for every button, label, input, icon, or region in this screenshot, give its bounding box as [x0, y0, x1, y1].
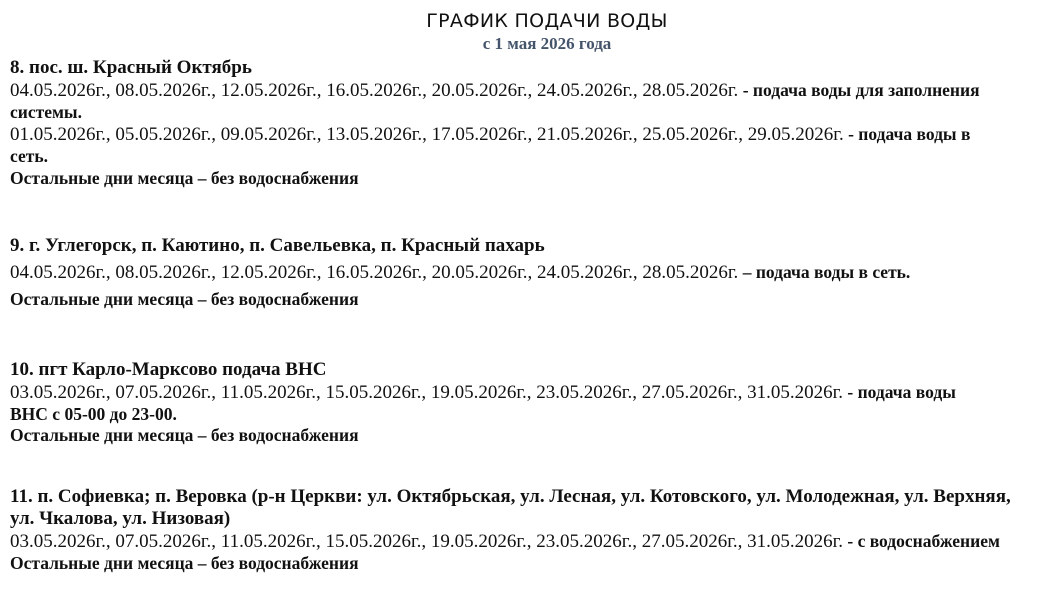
section-11-row-1	[10, 530, 1058, 553]
section-10-rest: Остальные дни месяца – без водоснабжения	[10, 425, 359, 445]
page-title: ГРАФИК ПОДАЧИ ВОДЫ	[426, 10, 668, 32]
section-8-row-1-dates: 04.05.2026г., 08.05.2026г., 12.05.2026г., 16.05.2026г., 20.05.2026г., 24.05.2026г., 28.05.2026г.	[10, 80, 739, 101]
section-9-heading: 9. г. Углегорск, п. Каютино, п. Савельевка, п. Красный пахарь	[10, 235, 545, 256]
section-8-row-1-note-cont: системы.	[10, 102, 82, 122]
section-11-rest: Остальные дни месяца – без водоснабжения	[10, 553, 359, 573]
section-9-row-1-dates: 04.05.2026г., 08.05.2026г., 12.05.2026г., 16.05.2026г., 20.05.2026г., 24.05.2026г., 28.05.2026г.	[10, 262, 739, 283]
section-8-row-2-note-cont: сеть.	[10, 146, 48, 166]
section-11-row-1-dates: 03.05.2026г., 07.05.2026г., 11.05.2026г., 15.05.2026г., 19.05.2026г., 23.05.2026г., 27.05.2026г., 31.05.2026г.	[10, 531, 843, 552]
section-11-heading-cont: ул. Чкалова, ул. Низовая)	[10, 508, 231, 529]
section-10-heading: 10. пгт Карло-Марксово подача ВНС	[10, 359, 327, 380]
section-10-row-1-note-cont: ВНС с 05-00 до 23-00.	[10, 404, 177, 424]
section-8-row-2-note: - подача воды в	[843, 124, 971, 144]
section-8-row-2	[10, 123, 970, 146]
section-8-rest: Остальные дни месяца – без водоснабжения	[10, 168, 359, 188]
section-11-row-1-note: - с водоснабжением	[843, 531, 1000, 551]
section-9-row-1	[10, 261, 910, 284]
section-10-row-1-dates: 03.05.2026г., 07.05.2026г., 11.05.2026г., 15.05.2026г., 19.05.2026г., 23.05.2026г., 27.05.2026г., 31.05.2026г.	[10, 382, 843, 403]
section-9-rest: Остальные дни месяца – без водоснабжения	[10, 289, 359, 309]
section-8-row-1-note: - подача воды для заполнения	[738, 80, 980, 100]
section-8-row-1	[10, 79, 980, 102]
section-9-row-1-note: – подача воды в сеть.	[738, 262, 911, 282]
section-10-row-1-note: - подача воды	[843, 382, 956, 402]
section-8-heading: 8. пос. ш. Красный Октябрь	[10, 57, 252, 78]
page-subtitle: с 1 мая 2026 года	[482, 34, 612, 53]
section-8-row-2-dates: 01.05.2026г., 05.05.2026г., 09.05.2026г., 13.05.2026г., 17.05.2026г., 21.05.2026г., 25.05.2026г., 29.05.2026г.	[10, 124, 844, 145]
section-10-row-1	[10, 381, 956, 404]
section-11-heading: 11. п. Софиевка; п. Веровка (р-н Церкви: ул. Октябрьская, ул. Лесная, ул. Котовского, ул. Молодежная, ул. Верхняя,	[10, 486, 1011, 507]
